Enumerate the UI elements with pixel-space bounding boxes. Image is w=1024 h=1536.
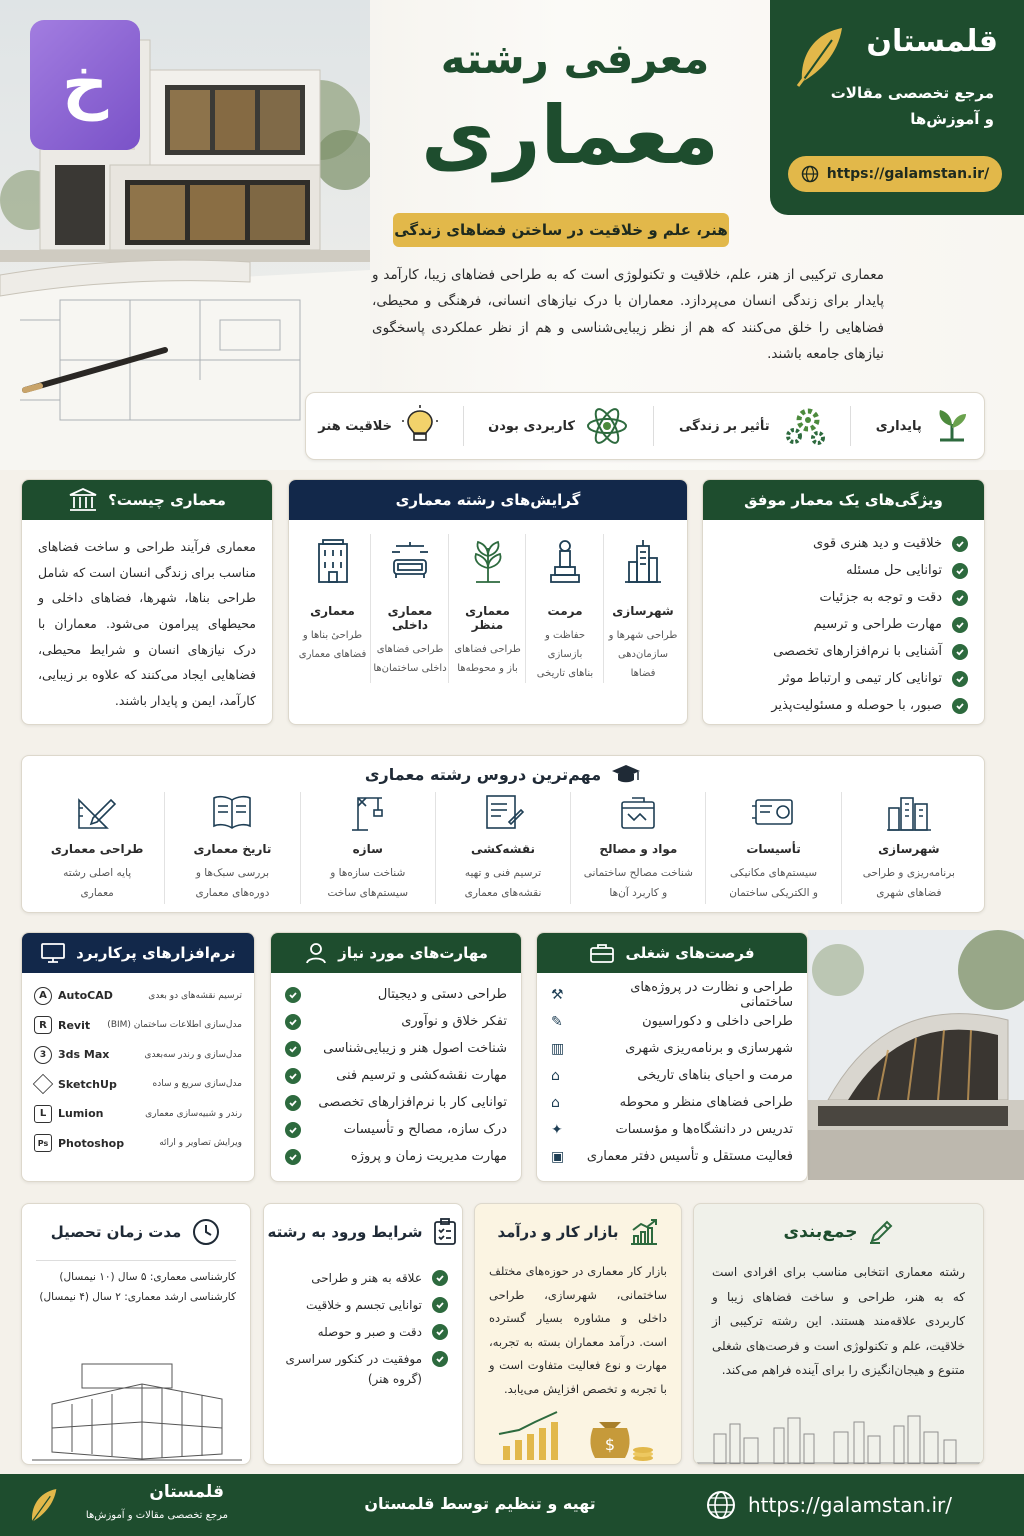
trait-text: توانایی کار تیمی و ارتباط موثر bbox=[778, 671, 942, 686]
market-card bbox=[474, 1203, 682, 1465]
branch-title: معماری منظر bbox=[465, 604, 510, 632]
courses-title: مهم‌ترین دروس رشته معماری bbox=[364, 764, 602, 784]
branch-item bbox=[605, 534, 681, 683]
skill-item bbox=[285, 1035, 507, 1062]
courses-grid bbox=[22, 792, 984, 904]
entry-text: موفقیت در کنکور سراسری bbox=[285, 1351, 422, 1366]
entry-card bbox=[263, 1203, 463, 1465]
feature-divider bbox=[653, 406, 654, 446]
footer-credit: تهیه و تنظیم توسط قلمستان bbox=[364, 1494, 596, 1513]
course-desc-1: برنامه‌ریزی و طراحی bbox=[862, 867, 955, 879]
feature-item bbox=[876, 406, 972, 446]
skill-item bbox=[285, 1116, 507, 1143]
skill-text: مهارت نقشه‌کشی و ترسیم فنی bbox=[336, 1068, 507, 1083]
briefcase-icon bbox=[589, 942, 615, 964]
market-header bbox=[475, 1204, 681, 1260]
traits-title: ویژگی‌های یک معمار موفق bbox=[744, 491, 943, 509]
skill-text: درک سازه، مصالح و تأسیسات bbox=[343, 1122, 507, 1137]
branch-desc-2: داخلی ساختمان‌ها bbox=[373, 663, 447, 674]
career-text: تدریس در دانشگاه‌ها و مؤسسات bbox=[615, 1122, 793, 1137]
pen-icon bbox=[868, 1219, 894, 1245]
entry-item bbox=[278, 1264, 448, 1291]
software-desc: مدل‌سازی سریع و ساده bbox=[152, 1079, 242, 1090]
career-text: فعالیت مستقل و تأسیس دفتر معماری bbox=[586, 1149, 793, 1164]
course-desc-1: سیستم‌های مکانیکی bbox=[730, 867, 818, 879]
career-text: شهرسازی و برنامه‌ریزی شهری bbox=[625, 1041, 793, 1056]
course-desc-2: دوره‌های معماری bbox=[195, 886, 270, 899]
entry-text: علاقه به هنر و طراحی bbox=[311, 1270, 422, 1285]
software-list bbox=[22, 973, 254, 1158]
page-title-line1: معرفی رشته bbox=[440, 34, 710, 83]
course-item bbox=[301, 792, 436, 904]
svg-text:$: $ bbox=[604, 1435, 616, 1454]
software-card bbox=[21, 932, 255, 1182]
monument-icon bbox=[545, 538, 585, 584]
footer-tagline: مرجع تخصصی مقالات و آموزش‌ها bbox=[85, 1510, 228, 1521]
trait-text: مهارت طراحی و ترسیم bbox=[813, 617, 942, 632]
careers-title: فرصت‌های شغلی bbox=[625, 944, 755, 962]
feature-item bbox=[318, 405, 438, 447]
brand-box bbox=[770, 0, 1024, 215]
skills-header bbox=[271, 933, 521, 973]
intro-paragraph: معماری ترکیبی از هنر، علم، خلاقیت و تکنولوژی است که به طراحی فضاهای زیبا، کارآمد و پایدار برای زندگی انسان می‌پردازد. معماران با درک نیازهای انسانی، فرهنگی و محیطی، فضاهایی را خلق می‌کنند که هم از نظر زیبایی‌شناسی و هم از نظر عملکردی پاسخگوی نیازهای جامعه باشند. bbox=[372, 267, 884, 362]
courses-header bbox=[22, 756, 984, 792]
trait-item bbox=[719, 692, 968, 719]
software-name: AutoCAD bbox=[58, 989, 113, 1003]
check-icon bbox=[285, 1068, 301, 1084]
landscape-icon: ⌂ bbox=[551, 1094, 560, 1111]
duration-title: مدت زمان تحصیل bbox=[50, 1223, 182, 1241]
course-title: مواد و مصالح bbox=[599, 842, 678, 856]
trait-item bbox=[719, 584, 968, 611]
tower-icon bbox=[623, 538, 663, 584]
plant-icon bbox=[932, 406, 972, 446]
feature-item bbox=[679, 406, 826, 446]
footer-url-group[interactable] bbox=[706, 1490, 952, 1520]
skill-item bbox=[285, 1008, 507, 1035]
course-desc-1: بررسی سبک‌ها و bbox=[195, 867, 270, 879]
brand-tagline-1: مرجع تخصصی مقالات bbox=[830, 84, 994, 102]
entry-text: توانایی تجسم و خلاقیت bbox=[306, 1297, 422, 1312]
branches-card bbox=[288, 479, 688, 725]
entry-item bbox=[278, 1318, 448, 1345]
photoshop-icon: Ps bbox=[34, 1134, 52, 1152]
software-item bbox=[34, 1070, 242, 1100]
careers-header bbox=[537, 933, 807, 973]
check-icon bbox=[952, 644, 968, 660]
entry-list bbox=[264, 1260, 462, 1372]
check-icon bbox=[285, 1149, 301, 1165]
course-title: تأسیسات bbox=[746, 842, 801, 856]
course-desc-2: سیستم‌های ساخت bbox=[327, 886, 409, 899]
course-title: شهرسازی bbox=[878, 842, 940, 856]
sofa-icon bbox=[388, 538, 432, 584]
course-desc-2: و الکتریکی ساختمان bbox=[729, 886, 818, 899]
feature-label: کاربردی بودن bbox=[488, 418, 575, 434]
course-item bbox=[571, 792, 706, 904]
engineer-icon: ⚒ bbox=[551, 986, 564, 1003]
course-item bbox=[842, 792, 976, 904]
career-item bbox=[551, 1062, 793, 1089]
trait-text: دقت و توجه به جزئیات bbox=[819, 590, 942, 605]
skill-item bbox=[285, 1143, 507, 1170]
autocad-icon: A bbox=[34, 987, 52, 1005]
office-icon: ▣ bbox=[551, 1148, 565, 1165]
what-is-text: معماری فرآیند طراحی و ساخت فضاهای مناسب برای زندگی انسان است که شامل طراحی بناها، شهرها، فضاهای داخلی و محیطهای پیرامون می‌شود. معماران با درک نیازهای انسان و شرایط محیطی، فضاهایی ایجاد می‌کنند که علاوه بر زیبایی، کارآمد، ایمن و پایدار باشند. bbox=[38, 539, 256, 708]
branch-desc-1: طراحی فضاهای bbox=[454, 644, 521, 655]
branch-item bbox=[528, 534, 604, 683]
footer-url: https://galamstan.ir/ bbox=[748, 1493, 953, 1517]
teaching-icon: ✦ bbox=[551, 1121, 563, 1138]
modern-building-illustration bbox=[808, 930, 1024, 1180]
branch-desc-1: حفاظت و بازسازی bbox=[544, 630, 586, 660]
page-title-line2: معماری bbox=[421, 89, 719, 182]
course-title: نقشه‌کشی bbox=[471, 842, 535, 856]
lumion-icon: L bbox=[34, 1105, 52, 1123]
ruler-pencil-icon bbox=[73, 792, 121, 832]
traits-list bbox=[703, 520, 984, 719]
summary-title: جمع‌بندی bbox=[783, 1222, 858, 1242]
trait-item bbox=[719, 665, 968, 692]
trait-text: خلاقیت و دید هنری قوی bbox=[813, 536, 942, 551]
skills-list bbox=[271, 973, 521, 1170]
course-desc-2: نقشه‌های معماری bbox=[464, 886, 542, 899]
check-icon bbox=[952, 698, 968, 714]
monitor-icon bbox=[40, 942, 66, 964]
money-bag-illustration bbox=[475, 1404, 682, 1464]
course-item bbox=[165, 792, 300, 904]
career-text: طراحی فضاهای منظر و محوطه bbox=[619, 1095, 793, 1110]
feather-icon bbox=[792, 24, 848, 88]
app-logo[interactable] bbox=[30, 20, 140, 150]
software-name: Revit bbox=[58, 1018, 91, 1032]
branch-desc-2: سازمان‌دهی فضاها bbox=[617, 649, 669, 679]
lightbulb-icon bbox=[402, 405, 438, 447]
brand-url-pill[interactable] bbox=[788, 156, 1002, 192]
duration-card bbox=[21, 1203, 251, 1465]
skills-title: مهارت‌های مورد نیاز bbox=[338, 944, 488, 962]
crane-icon bbox=[344, 792, 392, 832]
summary-header bbox=[694, 1204, 983, 1260]
what-is-card bbox=[21, 479, 273, 725]
atom-icon bbox=[585, 404, 629, 448]
software-item bbox=[34, 981, 242, 1011]
skill-text: مهارت مدیریت زمان و پروژه bbox=[350, 1149, 507, 1164]
career-text: مرمت و احیای بناهای تاریخی bbox=[637, 1068, 793, 1083]
branch-desc-2: فضاهای معماری bbox=[298, 649, 367, 660]
trait-text: آشنایی با نرم‌افزارهای تخصصی bbox=[773, 644, 942, 659]
brand-name: قلمستان bbox=[866, 24, 998, 59]
market-title: بازار کار و درآمد bbox=[497, 1223, 619, 1241]
check-icon bbox=[285, 1041, 301, 1057]
brand-tagline-2: و آموزش‌ها bbox=[910, 110, 994, 128]
branches-grid bbox=[289, 520, 687, 683]
duration-line-1: کارشناسی معماری: ۵ سال (۱۰ نیمسال) bbox=[59, 1271, 236, 1283]
check-icon bbox=[285, 1122, 301, 1138]
summary-card bbox=[693, 1203, 984, 1465]
branches-title: گرایش‌های رشته معماری bbox=[395, 491, 581, 509]
career-item bbox=[551, 1008, 793, 1035]
building-icon bbox=[313, 538, 353, 584]
duration-line-2: کارشناسی ارشد معماری: ۲ سال (۴ نیمسال) bbox=[39, 1291, 236, 1303]
gears-icon bbox=[780, 406, 826, 446]
software-desc: رندر و شبیه‌سازی معماری bbox=[145, 1108, 242, 1119]
software-item bbox=[34, 1129, 242, 1159]
branch-item bbox=[450, 534, 526, 683]
hvac-icon bbox=[750, 792, 798, 832]
brand-url: https://galamstan.ir/ bbox=[826, 166, 990, 182]
course-desc-1: شناخت مصالح ساختمانی bbox=[583, 867, 693, 879]
feature-label: تأثیر بر زندگی bbox=[679, 418, 770, 434]
career-item bbox=[551, 1143, 793, 1170]
skill-text: تفکر خلاق و نوآوری bbox=[401, 1014, 507, 1029]
career-item bbox=[551, 981, 793, 1008]
check-icon bbox=[285, 987, 301, 1003]
course-desc-1: ترسیم فنی و تهیه bbox=[464, 867, 542, 879]
globe-icon bbox=[706, 1490, 736, 1520]
branch-title: معماری bbox=[310, 604, 355, 618]
what-is-header bbox=[22, 480, 272, 520]
sketchup-icon bbox=[33, 1074, 53, 1094]
software-desc: ویرایش تصاویر و ارائه bbox=[159, 1138, 242, 1149]
software-item bbox=[34, 1011, 242, 1041]
careers-list bbox=[537, 973, 807, 1170]
career-item bbox=[551, 1035, 793, 1062]
footer-brand: قلمستان bbox=[149, 1482, 224, 1502]
features-strip bbox=[305, 392, 985, 460]
footer bbox=[0, 1474, 1024, 1536]
clipboard-icon bbox=[432, 1218, 458, 1246]
feature-label: خلاقیت هنر bbox=[318, 418, 393, 434]
trait-item bbox=[719, 638, 968, 665]
branch-desc-1: طراحیٔ بناها و bbox=[302, 630, 363, 641]
software-name: SketchUp bbox=[58, 1077, 117, 1091]
feature-divider bbox=[463, 406, 464, 446]
branch-desc-2: باز و محوطه‌ها bbox=[457, 663, 518, 674]
check-icon bbox=[952, 617, 968, 633]
careers-card bbox=[536, 932, 808, 1182]
software-name: Photoshop bbox=[58, 1136, 125, 1150]
check-icon bbox=[285, 1014, 301, 1030]
check-icon bbox=[952, 563, 968, 579]
career-text: طراحی داخلی و دکوراسیون bbox=[642, 1014, 793, 1029]
course-item bbox=[30, 792, 165, 904]
trait-item bbox=[719, 530, 968, 557]
course-title: تاریخ معماری bbox=[193, 842, 272, 856]
subtitle-text: هنر، علم و خلاقیت در ساختن فضاهای زندگی bbox=[394, 221, 728, 239]
courses-card bbox=[21, 755, 985, 913]
entry-note: (گروه هنر) bbox=[367, 1372, 422, 1386]
duration-header bbox=[22, 1204, 250, 1260]
check-icon bbox=[952, 590, 968, 606]
career-item bbox=[551, 1116, 793, 1143]
feature-item bbox=[488, 404, 629, 448]
skill-text: شناخت اصول هنر و زیبایی‌شناسی bbox=[323, 1041, 507, 1056]
book-icon bbox=[208, 792, 256, 832]
feature-divider bbox=[850, 406, 851, 446]
software-desc: ترسیم نقشه‌های دو بعدی bbox=[148, 990, 242, 1001]
summary-text: رشته معماری انتخابی مناسب برای افرادی است که به هنر، طراحی و ساخت فضاهای زیبا و کاربردی علاقه‌مند هستند. این رشته ترکیبی از خلاقیت، علم و تکنولوژی است و فرصت‌های شغلی متنوع و هیجان‌انگیزی را برای آینده فراهم می‌کند. bbox=[712, 1265, 965, 1378]
drawing-icon bbox=[479, 792, 527, 832]
check-icon bbox=[432, 1270, 448, 1286]
branch-title: معماری داخلی bbox=[387, 604, 433, 632]
check-icon bbox=[952, 536, 968, 552]
software-item bbox=[34, 1099, 242, 1129]
trait-text: توانایی حل مسئله bbox=[846, 563, 942, 578]
skills-card bbox=[270, 932, 522, 1182]
skill-item bbox=[285, 981, 507, 1008]
check-icon bbox=[432, 1324, 448, 1340]
software-name: Lumion bbox=[58, 1107, 104, 1121]
graduation-cap-icon bbox=[611, 763, 641, 785]
materials-icon bbox=[614, 792, 662, 832]
building-sketch-illustration bbox=[22, 1344, 251, 1464]
check-icon bbox=[432, 1297, 448, 1313]
3dsmax-icon: 3 bbox=[34, 1046, 52, 1064]
entry-title: شرایط ورود به رشته bbox=[267, 1223, 423, 1241]
trait-text: صبور، با حوصله و مسئولیت‌پذیر bbox=[771, 698, 942, 713]
course-desc-1: شناخت سازه‌ها و bbox=[330, 867, 406, 879]
what-is-title: معماری چیست؟ bbox=[108, 491, 226, 509]
branch-desc-1: طراحی شهرها و bbox=[608, 630, 678, 641]
globe-icon bbox=[801, 165, 819, 183]
software-name: 3ds Max bbox=[58, 1048, 110, 1062]
skill-text: توانایی کار با نرم‌افزارهای تخصصی bbox=[318, 1095, 507, 1110]
traits-header bbox=[703, 480, 984, 520]
chart-up-icon bbox=[629, 1218, 659, 1246]
software-title: نرم‌افزارهای پرکاربرد bbox=[76, 944, 236, 962]
skyline-illustration bbox=[694, 1414, 984, 1464]
branch-desc-1: طراحی فضاهای bbox=[376, 644, 444, 655]
tree-icon bbox=[468, 538, 508, 584]
branch-item bbox=[373, 534, 449, 683]
entry-header bbox=[264, 1204, 462, 1260]
skill-item bbox=[285, 1089, 507, 1116]
skill-text: طراحی دستی و دیجیتال bbox=[377, 987, 507, 1002]
columns-icon bbox=[68, 487, 98, 513]
revit-icon: R bbox=[34, 1016, 52, 1034]
entry-item bbox=[278, 1291, 448, 1318]
check-icon bbox=[952, 671, 968, 687]
clock-icon bbox=[191, 1217, 221, 1247]
branches-header bbox=[289, 480, 687, 520]
software-item bbox=[34, 1040, 242, 1070]
subtitle-pill bbox=[393, 213, 729, 247]
feather-icon bbox=[26, 1486, 60, 1526]
course-item bbox=[436, 792, 571, 904]
heritage-icon: ⌂ bbox=[551, 1067, 560, 1084]
feature-label: پایداری bbox=[875, 418, 922, 434]
branch-title: شهرسازی bbox=[612, 604, 674, 618]
skill-item bbox=[285, 1062, 507, 1089]
career-text: طراحی و نظارت در پروژه‌های ساختمانی bbox=[630, 979, 793, 1010]
software-desc: مدل‌سازی اطلاعات ساختمان (BIM) bbox=[107, 1020, 242, 1031]
branch-title: مرمت bbox=[547, 604, 583, 618]
software-header bbox=[22, 933, 254, 973]
course-title: طراحی معماری bbox=[50, 842, 144, 856]
course-desc-2: فضاهای شهری bbox=[876, 886, 942, 899]
trait-item bbox=[719, 611, 968, 638]
city-small-icon: ▥ bbox=[551, 1040, 565, 1057]
entry-item bbox=[278, 1345, 448, 1372]
app-logo-glyph: خ bbox=[61, 48, 109, 122]
city-icon bbox=[885, 792, 933, 832]
check-icon bbox=[285, 1095, 301, 1111]
course-title: سازه bbox=[352, 842, 383, 856]
branch-desc-2: بناهای تاریخی bbox=[536, 668, 594, 679]
software-desc: مدل‌سازی و رندر سه‌بعدی bbox=[144, 1049, 242, 1060]
trait-item bbox=[719, 557, 968, 584]
course-desc-1: پایه اصلی رشته bbox=[63, 867, 132, 879]
designer-icon: ✎ bbox=[551, 1013, 563, 1030]
market-text: بازار کار معماری در حوزه‌های مختلف ساختمانی، شهرسازی، طراحی داخلی و مشاوره بسیار گسترده است. درآمد معماران بسته به تجربه، مهارت و نوع فعالیت متفاوت است و با تجربه و تخصص افزایش می‌یابد. bbox=[489, 1264, 667, 1396]
course-desc-2: معماری bbox=[80, 886, 114, 899]
entry-text: دقت و صبر و حوصله bbox=[317, 1324, 422, 1339]
check-icon bbox=[432, 1351, 448, 1367]
branch-item bbox=[295, 534, 371, 683]
traits-card bbox=[702, 479, 985, 725]
course-item bbox=[706, 792, 841, 904]
career-item bbox=[551, 1089, 793, 1116]
course-desc-2: و کاربرد آن‌ها bbox=[609, 886, 668, 899]
user-icon bbox=[304, 941, 328, 965]
